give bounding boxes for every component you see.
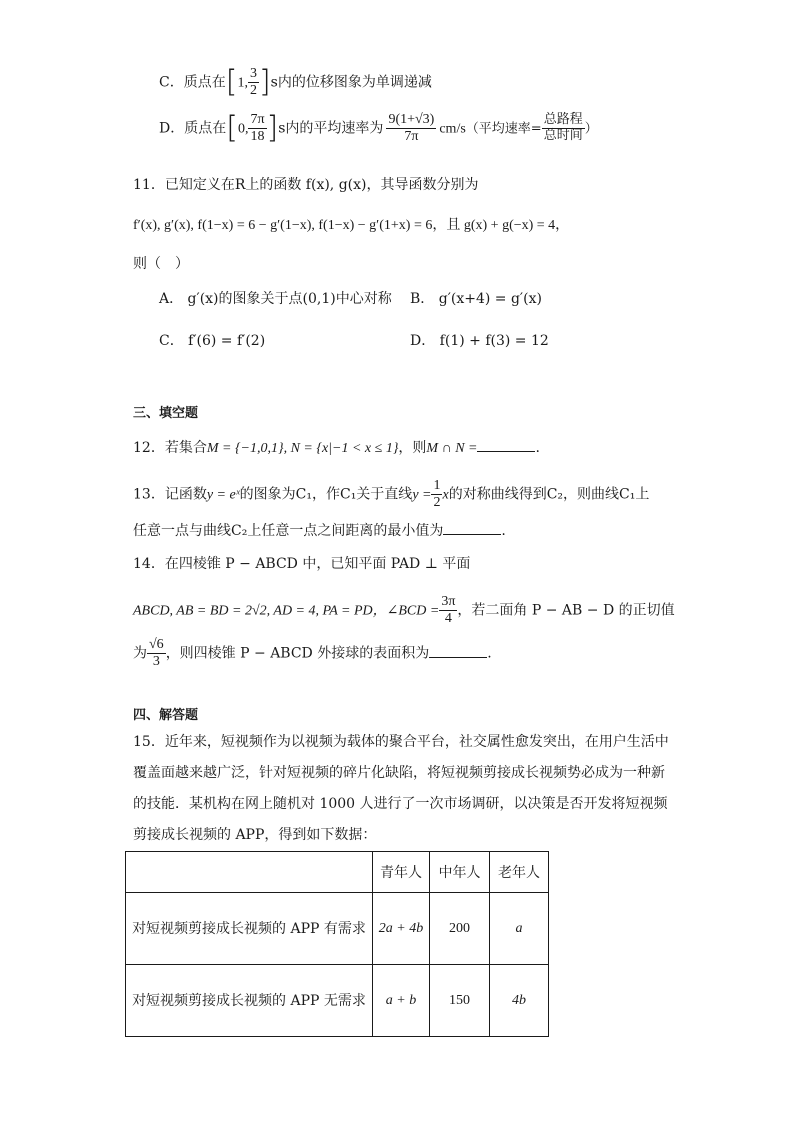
q11-option-d: D． f(1) + f(3) = 12 — [410, 333, 549, 349]
answer-blank[interactable] — [429, 645, 487, 658]
q10-option-d: D．质点在[0, $\frac{7\pi}{18}$ ]s内的平均速率为 $\frac{9(1+√3)}{7\pi}$ cm/s（平均速率= $\frac{\text{总路程}}{\text{总时间}}$ ） — [159, 110, 598, 146]
table-cell: 4b — [490, 965, 549, 1037]
q11-prompt: 则（ ） — [133, 256, 189, 272]
table-row — [126, 965, 549, 1037]
q15-line: 剪接成长视频的 APP，得到如下数据： — [133, 827, 377, 843]
q11-option-c: C． f′(6) = f′(2) — [159, 333, 266, 349]
table-header-row — [126, 852, 549, 893]
table-cell: 150 — [430, 965, 490, 1037]
fraction: $\frac{√6}{3}$ — [149, 637, 164, 670]
q10-option-c: C．质点在[1, $\frac{3}{2}$ ]s内的位移图象为单调递减 — [159, 64, 432, 100]
q14-line1: 14．在四棱锥 P − ABCD 中，已知平面 PAD ⊥ 平面 — [133, 556, 471, 572]
q14-line2: ABCD, AB = BD = 2√2, AD = 4, PA = PD，∠BCD = $\frac{3\pi}{4}$ ，若二面角 P − AB − D 的正切值 — [133, 594, 675, 627]
table-header-cell: 老年人 — [490, 852, 549, 893]
q11-stem: 11．已知定义在R上的函数 f(x), g(x)，其导函数分别为 — [133, 177, 479, 193]
q15-line: 15．近年来，短视频作为以视频为载体的聚合平台，社交属性愈发突出，在用户生活中 — [133, 734, 669, 750]
table-cell: a — [490, 893, 549, 965]
answer-blank[interactable] — [443, 522, 501, 535]
q15-line: 覆盖面越来越广泛，针对短视频的碎片化缺陷，将短视频剪接成长视频势必成为一种新 — [133, 765, 665, 781]
q15-line: 的技能．某机构在网上随机对 1000 人进行了一次市场调研，以决策是否开发将短视频 — [133, 796, 668, 812]
q14-line3: 为 $\frac{√6}{3}$ ，则四棱锥 P − ABCD 外接球的表面积为 . — [133, 637, 492, 670]
fraction: $\frac{3}{2}$ — [249, 66, 257, 99]
q12: 12．若集合M = {−1,0,1}, N = {x|−1 < x ≤ 1}，则M ∩ N = . — [133, 440, 540, 456]
survey-table — [125, 851, 549, 1037]
answer-blank[interactable] — [477, 439, 535, 452]
table-cell: 对短视频剪接成长视频的 APP 有需求 — [126, 893, 373, 965]
table-header-cell: 青年人 — [373, 852, 430, 893]
table-cell: 200 — [430, 893, 490, 965]
table-cell: a + b — [373, 965, 430, 1037]
fraction: $\frac{9(1+√3)}{7\pi}$ — [388, 112, 435, 145]
fraction: $\frac{1}{2}$ — [433, 478, 441, 511]
table-header-cell: 中年人 — [430, 852, 490, 893]
q11-conditions: f′(x), g′(x), f(1−x) = 6 − g′(1−x), f(1−x) − g′(1+x) = 6，且 g(x) + g(−x) = 4， — [133, 218, 570, 233]
q11-option-b: B． g′(x+4) = g′(x) — [410, 291, 542, 307]
section-title-solutions: 四、解答题 — [133, 708, 199, 723]
table-cell: 对短视频剪接成长视频的 APP 无需求 — [126, 965, 373, 1037]
fraction: $\frac{3\pi}{4}$ — [441, 594, 456, 627]
section-title-fill-in: 三、填空题 — [133, 406, 199, 421]
q13-line1: 13．记函数y = eˣ的图象为C₁，作C₁关于直线y = $\frac{1}{2}$ x的对称曲线得到C₂，则曲线C₁上 — [133, 478, 650, 511]
fraction: $\frac{7\pi}{18}$ — [250, 112, 265, 145]
q11-option-a: A． g′(x)的图象关于点(0,1)中心对称 — [159, 291, 392, 307]
q13-line2: 任意一点与曲线C₂上任意一点之间距离的最小值为 . — [133, 523, 506, 539]
table-header-cell — [126, 852, 373, 893]
table-row — [126, 893, 549, 965]
fraction: $\frac{\text{总路程}}{\text{总时间}}$ — [543, 112, 583, 144]
table-cell: 2a + 4b — [373, 893, 430, 965]
